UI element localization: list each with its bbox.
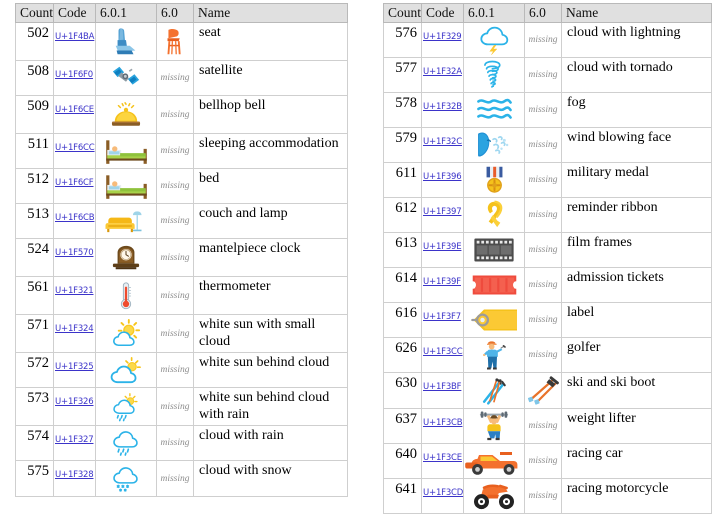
- table-row: [16, 353, 348, 388]
- codepoint-link[interactable]: U+1F570: [55, 248, 94, 258]
- missing-label: missing: [525, 268, 562, 303]
- table-row: [16, 239, 348, 277]
- cell-count: 513: [16, 204, 54, 239]
- table-row: [384, 444, 712, 479]
- label-emoji: [464, 305, 524, 335]
- cell-emoji-name: fog: [562, 93, 712, 128]
- cell-version-6-0-1: [464, 233, 525, 268]
- chair-emoji: [157, 27, 193, 57]
- codepoint-link[interactable]: U+1F39E: [423, 242, 462, 252]
- table-row: [384, 198, 712, 233]
- emoji-table-right: [383, 3, 712, 514]
- cell-version-6-0-1: [464, 128, 525, 163]
- reminder-ribbon-emoji: [464, 200, 524, 230]
- codepoint-link[interactable]: U+1F3F7: [423, 312, 461, 322]
- codepoint-link[interactable]: U+1F327: [55, 435, 94, 445]
- cell-code: [54, 353, 96, 388]
- cell-emoji-name: ski and ski boot: [562, 373, 712, 409]
- missing-label: missing: [157, 134, 194, 169]
- missing-label: missing: [525, 233, 562, 268]
- codepoint-link[interactable]: U+1F39F: [423, 277, 461, 287]
- cell-count: 578: [384, 93, 422, 128]
- codepoint-link[interactable]: U+1F321: [55, 286, 94, 296]
- missing-label: missing: [525, 58, 562, 93]
- column-header-count: Count: [384, 4, 422, 23]
- codepoint-link[interactable]: U+1F3CC: [423, 347, 463, 357]
- cell-code: [422, 23, 464, 58]
- table-row: [16, 388, 348, 426]
- table-row: [16, 134, 348, 169]
- table-row: [384, 58, 712, 93]
- cell-version-6-0-1: [96, 239, 157, 277]
- column-header-count: Count: [16, 4, 54, 23]
- cell-version-6-0-1: [464, 58, 525, 93]
- cell-version-6-0-1: [464, 23, 525, 58]
- cell-version-6-0-1: [464, 93, 525, 128]
- weight-lifter-emoji: [464, 411, 524, 441]
- missing-label: missing: [157, 315, 194, 353]
- cell-version-6-0-1: [96, 134, 157, 169]
- cell-emoji-name: cloud with snow: [194, 461, 348, 497]
- white-sun-behind-cloud-rain-emoji: [96, 392, 156, 422]
- column-header-code: Code: [54, 4, 96, 23]
- cell-emoji-name: bellhop bell: [194, 96, 348, 134]
- codepoint-link[interactable]: U+1F328: [55, 470, 94, 480]
- cell-code: [54, 61, 96, 96]
- cell-emoji-name: bed: [194, 169, 348, 204]
- satellite-emoji: [96, 63, 156, 93]
- cell-code: [54, 134, 96, 169]
- cell-count: 626: [384, 338, 422, 373]
- military-medal-emoji: [464, 165, 524, 195]
- table-row: [16, 96, 348, 134]
- cell-code: [54, 461, 96, 497]
- cell-count: 571: [16, 315, 54, 353]
- table-row: [384, 303, 712, 338]
- column-header-v601: 6.0.1: [96, 4, 157, 23]
- cell-emoji-name: label: [562, 303, 712, 338]
- cell-version-6-0-1: [96, 388, 157, 426]
- fog-emoji: [464, 95, 524, 125]
- white-sun-small-cloud-emoji: [96, 319, 156, 349]
- table-row: [384, 338, 712, 373]
- cell-emoji-name: white sun with small cloud: [194, 315, 348, 353]
- cell-version-6-0-1: [96, 461, 157, 497]
- cell-emoji-name: admission tickets: [562, 268, 712, 303]
- missing-label: missing: [525, 444, 562, 479]
- skier-skis-emoji: [464, 376, 524, 406]
- cell-emoji-name: weight lifter: [562, 409, 712, 444]
- couch-and-lamp-emoji: [96, 206, 156, 236]
- cell-code: [54, 277, 96, 315]
- racing-car-emoji: [464, 446, 524, 476]
- cell-code: [422, 128, 464, 163]
- cell-version-6-0-1: [464, 409, 525, 444]
- sleeping-accommodation-emoji: [96, 136, 156, 166]
- missing-label: missing: [157, 239, 194, 277]
- table-row: [384, 163, 712, 198]
- cell-emoji-name: thermometer: [194, 277, 348, 315]
- thermometer-emoji: [96, 281, 156, 311]
- cell-emoji-name: wind blowing face: [562, 128, 712, 163]
- missing-label: missing: [525, 128, 562, 163]
- cell-version-6-0-1: [96, 96, 157, 134]
- cell-version-6-0-1: [464, 373, 525, 409]
- cell-count: 614: [384, 268, 422, 303]
- cell-version-6-0-1: [96, 169, 157, 204]
- cell-version-6-0-1: [96, 23, 157, 61]
- cell-emoji-name: satellite: [194, 61, 348, 96]
- wind-blowing-face-emoji: [464, 130, 524, 160]
- table-row: [384, 268, 712, 303]
- cloud-with-snow-emoji: [96, 464, 156, 494]
- mantelpiece-clock-emoji: [96, 243, 156, 273]
- missing-label: missing: [525, 303, 562, 338]
- codepoint-link[interactable]: U+1F3CE: [423, 453, 462, 463]
- cell-count: 577: [384, 58, 422, 93]
- cell-count: 524: [16, 239, 54, 277]
- table-row: [16, 315, 348, 353]
- missing-label: missing: [525, 198, 562, 233]
- cell-emoji-name: military medal: [562, 163, 712, 198]
- cell-count: 511: [16, 134, 54, 169]
- codepoint-link[interactable]: U+1F3CB: [423, 418, 463, 428]
- cell-count: 579: [384, 128, 422, 163]
- table-row: [384, 23, 712, 58]
- cell-code: [422, 58, 464, 93]
- white-sun-behind-cloud-emoji: [96, 355, 156, 385]
- cell-emoji-name: film frames: [562, 233, 712, 268]
- missing-label: missing: [525, 163, 562, 198]
- cell-count: 611: [384, 163, 422, 198]
- cell-count: 612: [384, 198, 422, 233]
- cell-emoji-name: cloud with tornado: [562, 58, 712, 93]
- table-row: [384, 373, 712, 409]
- cell-count: 641: [384, 479, 422, 514]
- cell-emoji-name: racing car: [562, 444, 712, 479]
- cell-count: 512: [16, 169, 54, 204]
- cell-emoji-name: reminder ribbon: [562, 198, 712, 233]
- column-header-v60: 6.0: [525, 4, 562, 23]
- codepoint-link[interactable]: U+1F325: [55, 362, 94, 372]
- cell-count: 508: [16, 61, 54, 96]
- racing-motorcycle-emoji: [464, 481, 524, 511]
- cell-emoji-name: white sun behind cloud: [194, 353, 348, 388]
- cell-count: 640: [384, 444, 422, 479]
- missing-label: missing: [157, 388, 194, 426]
- cell-version-6-0-1: [96, 277, 157, 315]
- cell-count: 575: [16, 461, 54, 497]
- codepoint-link[interactable]: U+1F6CC: [55, 143, 95, 153]
- cell-emoji-name: seat: [194, 23, 348, 61]
- table-row: [384, 93, 712, 128]
- codepoint-link[interactable]: U+1F6CB: [55, 213, 95, 223]
- codepoint-link[interactable]: U+1F32B: [423, 102, 462, 112]
- column-header-v601: 6.0.1: [464, 4, 525, 23]
- cell-code: [54, 204, 96, 239]
- cell-version-6-0-1: [464, 163, 525, 198]
- cell-emoji-name: couch and lamp: [194, 204, 348, 239]
- column-header-code: Code: [422, 4, 464, 23]
- cloud-with-tornado-emoji: [464, 60, 524, 90]
- table-row: [16, 204, 348, 239]
- cell-code: [54, 426, 96, 461]
- cloud-with-lightning-emoji: [464, 25, 524, 55]
- codepoint-link[interactable]: U+1F32A: [423, 67, 462, 77]
- missing-label: missing: [525, 23, 562, 58]
- cell-emoji-name: sleeping accommodation: [194, 134, 348, 169]
- cell-version-6-0: [525, 373, 562, 409]
- cell-code: [54, 96, 96, 134]
- cell-emoji-name: racing motorcycle: [562, 479, 712, 514]
- cell-version-6-0-1: [96, 204, 157, 239]
- cell-count: 502: [16, 23, 54, 61]
- missing-label: missing: [157, 426, 194, 461]
- cell-count: 561: [16, 277, 54, 315]
- cell-version-6-0-1: [96, 426, 157, 461]
- missing-label: missing: [157, 169, 194, 204]
- cell-code: [422, 93, 464, 128]
- cell-version-6-0-1: [96, 61, 157, 96]
- codepoint-link[interactable]: U+1F396: [423, 172, 462, 182]
- cell-count: 572: [16, 353, 54, 388]
- cell-count: 574: [16, 426, 54, 461]
- cell-code: [422, 338, 464, 373]
- cell-code: [422, 233, 464, 268]
- cell-count: 637: [384, 409, 422, 444]
- cell-code: [54, 388, 96, 426]
- cell-code: [54, 315, 96, 353]
- table-row: [384, 479, 712, 514]
- cell-emoji-name: cloud with lightning: [562, 23, 712, 58]
- missing-label: missing: [157, 61, 194, 96]
- ski-boot-emoji: [525, 376, 561, 406]
- codepoint-link[interactable]: U+1F324: [55, 324, 94, 334]
- cell-count: 509: [16, 96, 54, 134]
- cell-emoji-name: golfer: [562, 338, 712, 373]
- codepoint-link[interactable]: U+1F3BF: [423, 382, 462, 392]
- table-row: [16, 426, 348, 461]
- codepoint-link[interactable]: U+1F3CD: [423, 488, 464, 498]
- cell-code: [422, 303, 464, 338]
- cell-version-6-0-1: [464, 303, 525, 338]
- missing-label: missing: [157, 277, 194, 315]
- column-header-name: Name: [194, 4, 348, 23]
- cell-code: [422, 163, 464, 198]
- table-row: [16, 169, 348, 204]
- cell-code: [54, 239, 96, 277]
- missing-label: missing: [525, 409, 562, 444]
- table-row: [16, 23, 348, 61]
- codepoint-link[interactable]: U+1F326: [55, 397, 94, 407]
- cell-version-6-0-1: [464, 479, 525, 514]
- codepoint-link[interactable]: U+1F6F0: [55, 70, 93, 80]
- missing-label: missing: [157, 353, 194, 388]
- table-row: [16, 61, 348, 96]
- missing-label: missing: [525, 93, 562, 128]
- missing-label: missing: [157, 96, 194, 134]
- table-header-row: [384, 4, 712, 23]
- cell-version-6-0-1: [464, 198, 525, 233]
- missing-label: missing: [525, 479, 562, 514]
- cell-version-6-0: [157, 23, 194, 61]
- cloud-with-rain-emoji: [96, 428, 156, 458]
- cell-count: 613: [384, 233, 422, 268]
- cell-code: [422, 409, 464, 444]
- cell-count: 576: [384, 23, 422, 58]
- codepoint-link[interactable]: U+1F6CE: [55, 105, 94, 115]
- emoji-table-left: [15, 3, 348, 497]
- cell-code: [422, 444, 464, 479]
- cell-emoji-name: cloud with rain: [194, 426, 348, 461]
- film-frames-emoji: [464, 235, 524, 265]
- codepoint-link[interactable]: U+1F4BA: [55, 32, 95, 42]
- seat-emoji: [96, 27, 156, 57]
- cell-emoji-name: white sun behind cloud with rain: [194, 388, 348, 426]
- cell-code: [54, 169, 96, 204]
- codepoint-link[interactable]: U+1F6CF: [55, 178, 94, 188]
- cell-code: [422, 268, 464, 303]
- codepoint-link[interactable]: U+1F397: [423, 207, 462, 217]
- table-row: [16, 461, 348, 497]
- golfer-emoji: [464, 340, 524, 370]
- cell-version-6-0-1: [464, 444, 525, 479]
- cell-count: 630: [384, 373, 422, 409]
- cell-code: [422, 373, 464, 409]
- missing-label: missing: [157, 204, 194, 239]
- codepoint-link[interactable]: U+1F32C: [423, 137, 462, 147]
- bed-emoji: [96, 171, 156, 201]
- table-header-row: [16, 4, 348, 23]
- column-header-name: Name: [562, 4, 712, 23]
- missing-label: missing: [525, 338, 562, 373]
- cell-version-6-0-1: [464, 268, 525, 303]
- cell-code: [422, 198, 464, 233]
- cell-version-6-0-1: [464, 338, 525, 373]
- cell-version-6-0-1: [96, 353, 157, 388]
- cell-version-6-0-1: [96, 315, 157, 353]
- cell-code: [54, 23, 96, 61]
- missing-label: missing: [157, 461, 194, 497]
- cell-code: [422, 479, 464, 514]
- cell-count: 616: [384, 303, 422, 338]
- bellhop-bell-emoji: [96, 100, 156, 130]
- codepoint-link[interactable]: U+1F329: [423, 32, 462, 42]
- cell-count: 573: [16, 388, 54, 426]
- cell-emoji-name: mantelpiece clock: [194, 239, 348, 277]
- table-row: [384, 128, 712, 163]
- admission-tickets-emoji: [464, 270, 524, 300]
- table-row: [384, 409, 712, 444]
- table-row: [16, 277, 348, 315]
- table-row: [384, 233, 712, 268]
- column-header-v60: 6.0: [157, 4, 194, 23]
